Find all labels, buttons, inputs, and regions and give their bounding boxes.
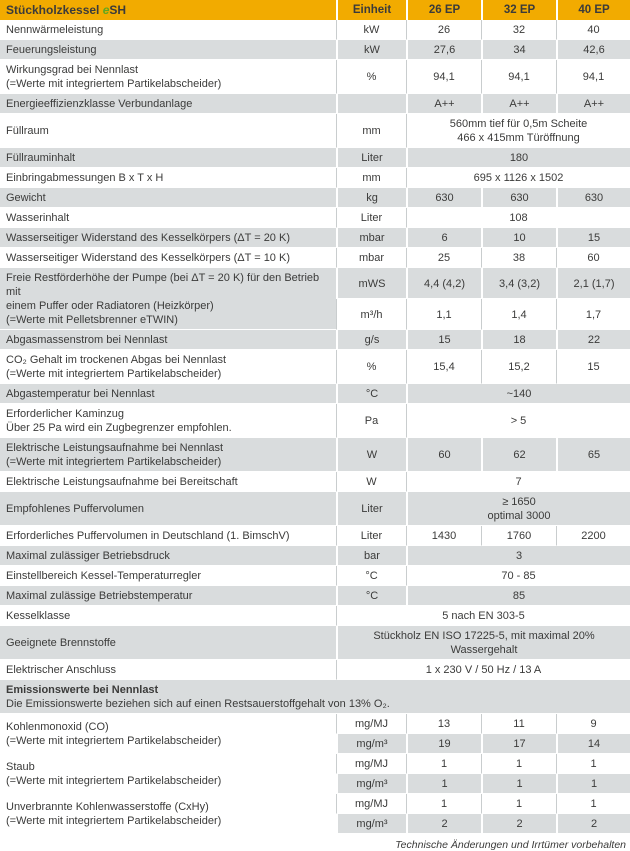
label-cell: Kesselklasse [0, 606, 336, 626]
cell-line: (=Werte mit integriertem Partikelabscheider) [6, 735, 222, 747]
spec-row [0, 330, 630, 350]
label-cell [0, 714, 336, 754]
value-cell: > 5 [406, 404, 630, 438]
unit-cell: Liter [336, 208, 406, 228]
spec-row [0, 168, 630, 188]
value-cell [406, 114, 630, 148]
cell-line: Wirkungsgrad bei Nennlast [6, 64, 139, 76]
value-cell: A++ [481, 94, 556, 114]
label-cell: Elektrische Leistungsaufnahme bei Bereitschaft [0, 472, 336, 492]
label-cell [0, 404, 336, 438]
value-cell: 3 [406, 546, 630, 566]
value-cell: 25 [406, 248, 481, 268]
unit-cell: kW [336, 20, 406, 40]
unit-cell: mm [336, 168, 406, 188]
spec-row [0, 626, 630, 660]
value-cell: 3,4 (3,2) [481, 268, 556, 299]
value-cell: 1760 [481, 526, 556, 546]
value-cell: 1 [406, 794, 481, 814]
spec-row [0, 268, 630, 299]
value-cell: 630 [406, 188, 481, 208]
label-cell: Füllraum [0, 114, 336, 148]
value-cell: 1,7 [556, 299, 630, 330]
label-cell: Geeignete Brennstoffe [0, 626, 336, 660]
value-cell: 85 [406, 586, 630, 606]
label-cell [0, 754, 336, 794]
spec-row [0, 546, 630, 566]
value-cell: 15 [556, 228, 630, 248]
unit-cell: % [336, 350, 406, 384]
cell-line: Über 25 Pa wird ein Zugbegrenzer empfohlen. [6, 422, 232, 434]
value-cell: Stückholz EN ISO 17225-5, mit maximal 20% Wassergehalt [336, 626, 630, 660]
value-cell: 62 [481, 438, 556, 472]
spec-row [0, 586, 630, 606]
value-cell: 94,1 [406, 60, 481, 94]
value-cell: 2200 [556, 526, 630, 546]
cell-line: Erforderlicher Kaminzug [6, 408, 124, 420]
spec-row [0, 794, 630, 814]
value-cell: 695 x 1126 x 1502 [406, 168, 630, 188]
unit-cell [336, 94, 406, 114]
value-cell: A++ [556, 94, 630, 114]
value-cell: 1 x 230 V / 50 Hz / 13 A [336, 660, 630, 680]
value-cell: 60 [406, 438, 481, 472]
spec-row [0, 680, 630, 714]
value-cell: 5 nach EN 303-5 [336, 606, 630, 626]
value-cell: 7 [406, 472, 630, 492]
cell-line: (=Werte mit integriertem Partikelabscheider) [6, 815, 222, 827]
unit-cell: Pa [336, 404, 406, 438]
spec-row [0, 384, 630, 404]
unit-cell: mbar [336, 248, 406, 268]
spec-row [0, 94, 630, 114]
value-cell: 2 [556, 814, 630, 834]
label-cell: Energieeffizienzklasse Verbundanlage [0, 94, 336, 114]
cell-line: Emissionswerte bei Nennlast [6, 684, 159, 696]
value-cell: 27,6 [406, 40, 481, 60]
unit-cell: kW [336, 40, 406, 60]
spec-row [0, 188, 630, 208]
spec-row [0, 20, 630, 40]
column-header-model-2: 32 EP [481, 0, 556, 20]
footer-disclaimer: Technische Änderungen und Irrtümer vorbehalten [395, 839, 626, 851]
spec-row [0, 438, 630, 472]
label-cell: Abgastemperatur bei Nennlast [0, 384, 336, 404]
value-cell: 10 [481, 228, 556, 248]
value-cell: 630 [481, 188, 556, 208]
value-cell: 1 [556, 754, 630, 774]
label-cell: Wasserseitiger Widerstand des Kesselkörpers (ΔT = 20 K) [0, 228, 336, 248]
label-cell [0, 438, 336, 472]
cell-line: 560mm tief für 0,5m Scheite [449, 118, 588, 130]
value-cell: 6 [406, 228, 481, 248]
value-cell: 180 [406, 148, 630, 168]
table-header-row [0, 0, 630, 20]
value-cell: 94,1 [556, 60, 630, 94]
column-header-model-3: 40 EP [556, 0, 630, 20]
cell-line: (=Werte mit integriertem Partikelabscheider) [6, 775, 222, 787]
unit-cell: mg/MJ [336, 794, 406, 814]
label-cell: Elektrischer Anschluss [0, 660, 336, 680]
brand-e: e [102, 3, 110, 17]
column-header-model-1: 26 EP [406, 0, 481, 20]
label-cell: Einstellbereich Kessel-Temperaturregler [0, 566, 336, 586]
spec-row [0, 472, 630, 492]
unit-cell: °C [336, 586, 406, 606]
unit-cell: kg [336, 188, 406, 208]
table-body [0, 20, 630, 834]
label-cell: Füllrauminhalt [0, 148, 336, 168]
value-cell: 2 [481, 814, 556, 834]
cell-line: Elektrische Leistungsaufnahme bei Nennlast [6, 442, 224, 454]
unit-cell: mg/m³ [336, 814, 406, 834]
value-cell: 32 [481, 20, 556, 40]
unit-cell: bar [336, 546, 406, 566]
value-cell [406, 492, 630, 526]
unit-cell: g/s [336, 330, 406, 350]
unit-cell: Liter [336, 492, 406, 526]
spec-row [0, 526, 630, 546]
label-cell: Maximal zulässige Betriebstemperatur [0, 586, 336, 606]
value-cell: 14 [556, 734, 630, 754]
column-header-unit: Einheit [336, 0, 406, 20]
spec-row [0, 114, 630, 148]
label-cell: Erforderliches Puffervolumen in Deutschland (1. BimschV) [0, 526, 336, 546]
table-title-prefix: Stückholzkessel [6, 3, 103, 17]
label-cell: Wasserseitiger Widerstand des Kesselkörpers (ΔT = 10 K) [0, 248, 336, 268]
label-cell [0, 350, 336, 384]
value-cell: 1 [556, 794, 630, 814]
value-cell: 9 [556, 714, 630, 734]
cell-line: Staub [6, 761, 35, 773]
label-cell: Nennwärmeleistung [0, 20, 336, 40]
unit-cell: °C [336, 566, 406, 586]
cell-line: optimal 3000 [487, 510, 551, 522]
unit-cell: mg/MJ [336, 754, 406, 774]
value-cell: 38 [481, 248, 556, 268]
value-cell: 65 [556, 438, 630, 472]
value-cell: 13 [406, 714, 481, 734]
label-cell [0, 268, 336, 330]
cell-line: 466 x 415mm Türöffnung [457, 132, 580, 144]
value-cell: 630 [556, 188, 630, 208]
spec-row [0, 60, 630, 94]
value-cell: 1 [556, 774, 630, 794]
value-cell: 15 [556, 350, 630, 384]
value-cell: 94,1 [481, 60, 556, 94]
spec-row [0, 228, 630, 248]
spec-row [0, 350, 630, 384]
cell-line: Freie Restförderhöhe der Pumpe (bei ΔT = 20 K) für den Betrieb mit [6, 272, 320, 298]
value-cell: 1 [481, 774, 556, 794]
unit-cell: mWS [336, 268, 406, 299]
value-cell: 60 [556, 248, 630, 268]
value-cell: 15 [406, 330, 481, 350]
value-cell: 26 [406, 20, 481, 40]
cell-line: (=Werte mit integriertem Partikelabscheider) [6, 368, 222, 380]
cell-line: einem Puffer oder Radiatoren (Heizkörper) [6, 300, 214, 312]
spec-row [0, 148, 630, 168]
value-cell: 70 - 85 [406, 566, 630, 586]
spec-row [0, 492, 630, 526]
unit-cell: m³/h [336, 299, 406, 330]
value-cell: 1,1 [406, 299, 481, 330]
value-cell: 40 [556, 20, 630, 40]
cell-line: CO₂ Gehalt im trockenen Abgas bei Nennlast [6, 354, 227, 366]
value-cell: 19 [406, 734, 481, 754]
value-cell: ~140 [406, 384, 630, 404]
cell-line: (=Werte mit Pelletsbrenner eTWIN) [6, 314, 178, 326]
unit-cell: mg/m³ [336, 734, 406, 754]
label-cell: Wasserinhalt [0, 208, 336, 228]
value-cell: 34 [481, 40, 556, 60]
value-cell: 4,4 (4,2) [406, 268, 481, 299]
cell-line: Die Emissionswerte beziehen sich auf einen Restsauerstoffgehalt von 13% O₂. [6, 698, 390, 710]
spec-row [0, 208, 630, 228]
cell-line: ≥ 1650 [502, 496, 536, 508]
spec-row [0, 404, 630, 438]
unit-cell: °C [336, 384, 406, 404]
unit-cell: mbar [336, 228, 406, 248]
value-cell: 17 [481, 734, 556, 754]
spec-row [0, 566, 630, 586]
unit-cell: % [336, 60, 406, 94]
value-cell: 1 [481, 754, 556, 774]
label-cell [0, 794, 336, 834]
value-cell: 15,4 [406, 350, 481, 384]
value-cell: 22 [556, 330, 630, 350]
value-cell: 1 [406, 774, 481, 794]
value-cell: 2,1 (1,7) [556, 268, 630, 299]
table-title-suffix: SH [109, 3, 127, 17]
table-title [0, 0, 336, 20]
section-cell [0, 680, 630, 714]
label-cell: Maximal zulässiger Betriebsdruck [0, 546, 336, 566]
spec-row [0, 660, 630, 680]
label-cell: Feuerungsleistung [0, 40, 336, 60]
unit-cell: Liter [336, 526, 406, 546]
value-cell: 1,4 [481, 299, 556, 330]
value-cell: 2 [406, 814, 481, 834]
cell-line: (=Werte mit integriertem Partikelabscheider) [6, 456, 222, 468]
value-cell: 11 [481, 714, 556, 734]
cell-line: Kohlenmonoxid (CO) [6, 721, 109, 733]
spec-row [0, 248, 630, 268]
value-cell: 1 [406, 754, 481, 774]
label-cell: Empfohlenes Puffervolumen [0, 492, 336, 526]
value-cell: A++ [406, 94, 481, 114]
spec-row [0, 714, 630, 734]
value-cell: 15,2 [481, 350, 556, 384]
unit-cell: W [336, 438, 406, 472]
label-cell: Abgasmassenstrom bei Nennlast [0, 330, 336, 350]
value-cell: 1430 [406, 526, 481, 546]
value-cell: 42,6 [556, 40, 630, 60]
unit-cell: mm [336, 114, 406, 148]
cell-line: (=Werte mit integriertem Partikelabscheider) [6, 78, 222, 90]
unit-cell: Liter [336, 148, 406, 168]
unit-cell: mg/m³ [336, 774, 406, 794]
spec-row [0, 606, 630, 626]
value-cell: 1 [481, 794, 556, 814]
unit-cell: mg/MJ [336, 714, 406, 734]
spec-row [0, 754, 630, 774]
value-cell: 18 [481, 330, 556, 350]
value-cell: 108 [406, 208, 630, 228]
label-cell [0, 60, 336, 94]
label-cell: Gewicht [0, 188, 336, 208]
unit-cell: W [336, 472, 406, 492]
cell-line: Unverbrannte Kohlenwasserstoffe (CxHy) [6, 801, 209, 813]
spec-row [0, 40, 630, 60]
label-cell: Einbringabmessungen B x T x H [0, 168, 336, 188]
